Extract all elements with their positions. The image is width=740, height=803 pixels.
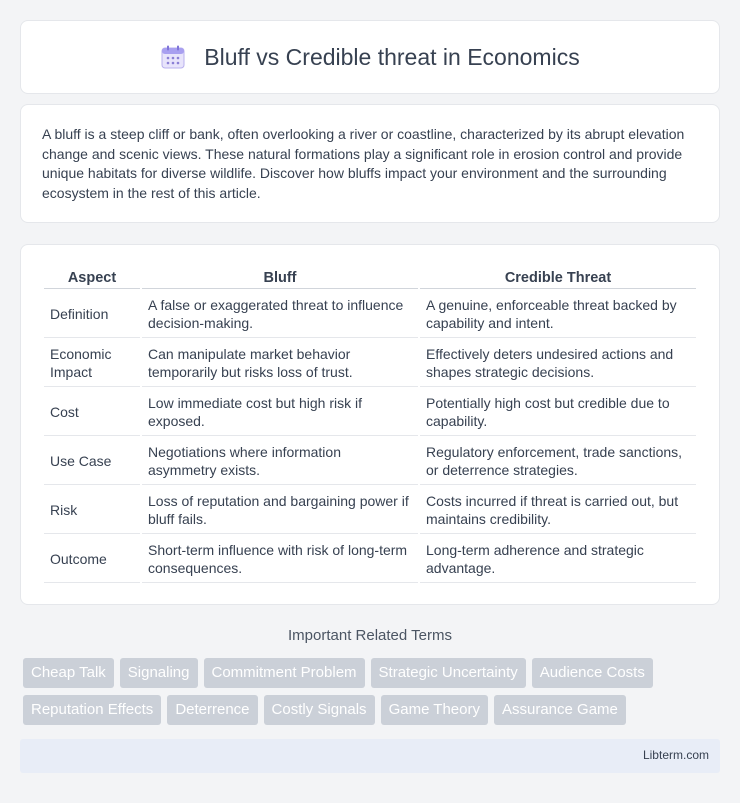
- related-term-tag[interactable]: Audience Costs: [532, 658, 653, 688]
- related-term-tag[interactable]: Reputation Effects: [23, 695, 161, 725]
- table-cell-bluff: Short-term influence with risk of long-term consequences.: [142, 536, 418, 583]
- related-term-tag[interactable]: Deterrence: [167, 695, 257, 725]
- footer-site-link[interactable]: Libterm.com: [642, 748, 709, 762]
- column-header-credible-threat: Credible Threat: [420, 267, 696, 289]
- calendar-icon: [160, 44, 186, 70]
- page-title: Bluff vs Credible threat in Economics: [204, 43, 580, 70]
- table-row: [44, 389, 696, 436]
- table-cell-credible-threat: Long-term adherence and strategic advantage.: [420, 536, 696, 583]
- related-term-tag[interactable]: Assurance Game: [494, 695, 626, 725]
- intro-card: [20, 104, 720, 223]
- table-row: [44, 291, 696, 338]
- table-row: [44, 536, 696, 583]
- related-terms-row: [23, 658, 723, 688]
- table-cell-bluff: Can manipulate market behavior temporarily but risks loss of trust.: [142, 340, 418, 387]
- table-row: [44, 487, 696, 534]
- related-term-tag[interactable]: Cheap Talk: [23, 658, 114, 688]
- table-cell-aspect: Use Case: [44, 438, 140, 485]
- footer: [20, 739, 720, 773]
- table-cell-aspect: Risk: [44, 487, 140, 534]
- table-cell-credible-threat: Regulatory enforcement, trade sanctions, or deterrence strategies.: [420, 438, 696, 485]
- table-cell-aspect: Economic Impact: [44, 340, 140, 387]
- column-header-bluff: Bluff: [142, 267, 418, 289]
- table-cell-credible-threat: Costs incurred if threat is carried out, but maintains credibility.: [420, 487, 696, 534]
- table-cell-aspect: Cost: [44, 389, 140, 436]
- table-cell-bluff: Low immediate cost but high risk if exposed.: [142, 389, 418, 436]
- header-card: [20, 20, 720, 94]
- comparison-table-card: [20, 244, 720, 605]
- related-terms-title: Important Related Terms: [288, 627, 452, 644]
- table-row: [44, 340, 696, 387]
- related-term-tag[interactable]: Commitment Problem: [204, 658, 365, 688]
- table-cell-credible-threat: Effectively deters undesired actions and shapes strategic decisions.: [420, 340, 696, 387]
- related-term-tag[interactable]: Strategic Uncertainty: [371, 658, 526, 688]
- related-term-tag[interactable]: Costly Signals: [264, 695, 375, 725]
- table-cell-bluff: A false or exaggerated threat to influence decision-making.: [142, 291, 418, 338]
- comparison-table: [42, 265, 698, 585]
- header: [160, 44, 579, 71]
- column-header-aspect: Aspect: [44, 267, 140, 289]
- table-cell-bluff: Negotiations where information asymmetry exists.: [142, 438, 418, 485]
- table-row: [44, 438, 696, 485]
- related-terms-row: [23, 695, 723, 725]
- related-term-tag[interactable]: Game Theory: [381, 695, 488, 725]
- table-header-row: [44, 267, 696, 289]
- table-cell-credible-threat: Potentially high cost but credible due to capability.: [420, 389, 696, 436]
- table-cell-aspect: Definition: [44, 291, 140, 338]
- intro-text: A bluff is a steep cliff or bank, often overlooking a river or coastline, characterized by its abrupt elevation change and scenic views. These natural formations play a significant role in erosion control and provide unique habitats for diverse wildlife. Discover how bluffs impact your environment and the surrounding ecosystem in the rest of this article.: [42, 126, 685, 201]
- table-cell-aspect: Outcome: [44, 536, 140, 583]
- table-cell-credible-threat: A genuine, enforceable threat backed by capability and intent.: [420, 291, 696, 338]
- table-cell-bluff: Loss of reputation and bargaining power if bluff fails.: [142, 487, 418, 534]
- related-term-tag[interactable]: Signaling: [120, 658, 198, 688]
